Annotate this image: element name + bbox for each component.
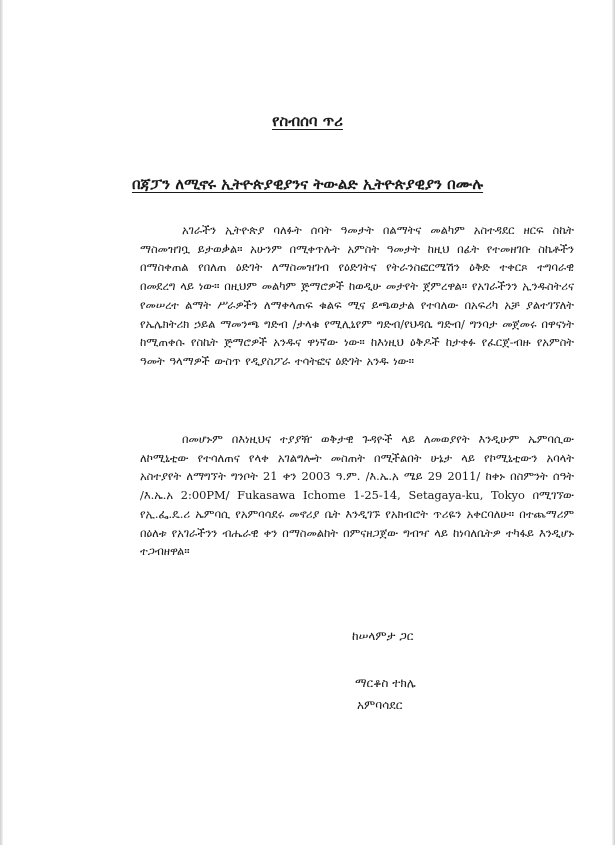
- signatory-name: ማርቆስ ተክሌ: [355, 676, 416, 690]
- document-title: የስብሰባ ጥሪ: [272, 112, 343, 130]
- body-paragraph-2: በመሆኑም በእነዚህና ተያያዥ ወቅታዊ ጉዳዮች ላይ ለመወያየት እንዲሁም ኤምባሲው ለኮሚኒቲው የተሳለጠና የላቀ አገልግሎት መስጠት በሚችልበት ሁኔታ ላይ የኮሚኒቲውን አባላት አስተያየት ለማግኘት ግንቦት 21 ቀን 2003 ዓ.ም. /እ.ኤ.አ ሜይ 29 2011/ ከቀኑ በስምንት ሰዓት /እ.ኤ.አ 2:00PM/ Fukasawa Ichome 1-25-14, Setagaya-ku, Tokyo በሚገኘው የኢ.ፌ.ዴ.ሪ ኤምባሲ የአምባሳደሩ መኖሪያ ቤት እንዲገኙ የአክብሮት ጥሪዬን አቀርባለሁ። በተጨማሪም በዕለቱ የአገራችንን ብሔራዊ ቀን በማስመልከት በምናዘጋጀው ግብዣ ላይ ከነባለቤትዎ ተካፋይ እንዲሆኑ ተጋብዘዋል።: [140, 432, 574, 559]
- body-paragraph-1: አገራችን ኢትዮጵያ ባለፉት ሰባት ዓመታት በልማትና መልካም አስተዳደር ዘርፍ ስኬት ማስመዝገቧ ይታወቃል። አሁንም በሚቀጥሉት አምስት ዓመታት ከዚህ በፊት የተመዘገቡ ስኬቶችን በማስቀጠል የበለጠ ዕድገት ለማስመዝገብ የዕድገትና የትራንስፎርሜሽን ዕቅድ ተቀርጾ ተግባራዊ በመደረግ ላይ ነው። በዚህም መልካም ጅማሮዎች ከወዲሁ መታየት ጀምረዋል። የአገራችንን ኢንዱስትሪና የመሠረተ ልማት ሥራዎችን ለማቀላጠፍ ቁልፍ ሚና ይጫወታል የተባለው በአፍሪካ አቻ ያልተገኘለት የኤሌክትሪክ ኃይል ማመንጫ ግድብ /ታላቁ የሚሊኒየም ግድብ/የህዳሴ ግድብ/ ግንባታ መጀመሩ በዋናነት ከሚጠቀሱ የስኬት ጅማሮዎች አንዱና ዋነኛው ነው። ከእነዚህ ዕቅዶች ከታቀፉ የፈርጀ-ብዙ የአምስት ዓመት ዓላማዎች ውስጥ የዲያስፖራ ተሳትፎና ዕድገት አንዱ ነው።: [140, 223, 574, 368]
- document-title-row: [0, 112, 615, 130]
- document-subject: በጃፓን ለሚኖሩ ኢትዮጵያዊያንና ትውልድ ኢትዮጵያዊያን በሙሉ: [131, 175, 484, 193]
- document-subject-row: [0, 175, 615, 193]
- closing-salutation: ከሠላምታ ጋር: [352, 629, 414, 643]
- signatory-title: አምባሳደር: [357, 698, 403, 712]
